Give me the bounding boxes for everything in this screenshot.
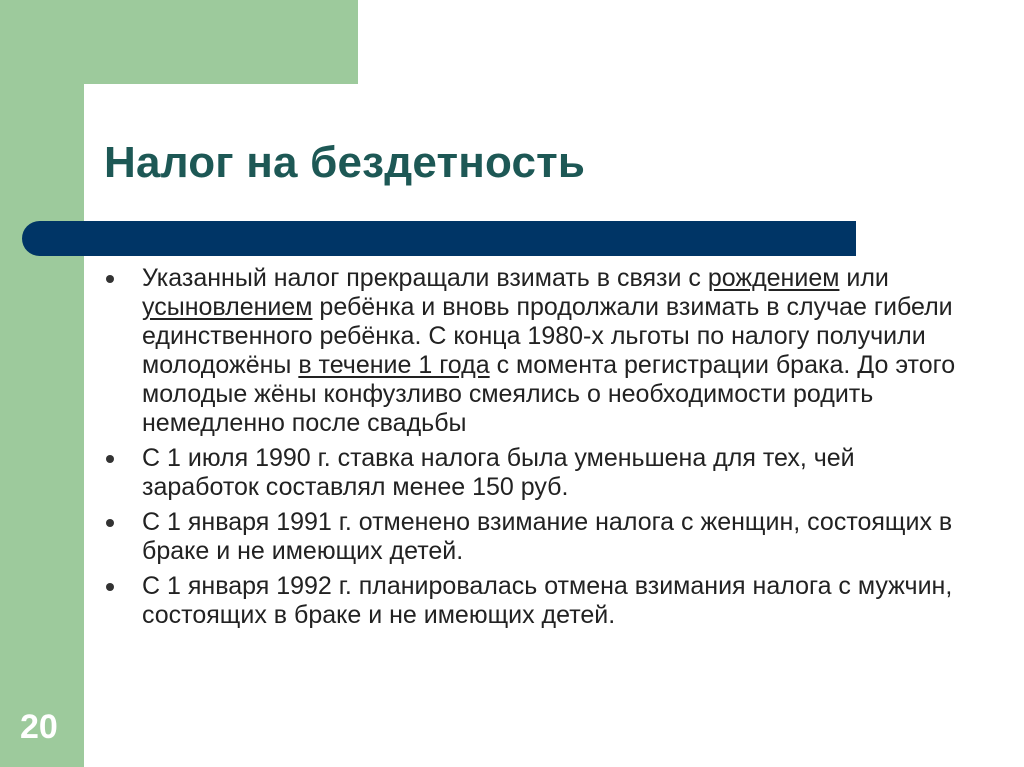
bullet-text: Указанный налог прекращали взимать в связи с xyxy=(142,264,708,292)
green-side-band xyxy=(0,0,84,767)
bullet-item xyxy=(100,264,960,438)
bullet-list xyxy=(100,264,960,636)
bullet-dot-icon xyxy=(106,583,114,591)
link-birth[interactable]: рождением xyxy=(707,264,840,292)
page-number: 20 xyxy=(20,708,58,746)
bullet-text: ребёнка и вновь продолжали взимать в случае гибели единственного ребёнка. С конца 1980-х льготы по налогу получили молодожёны xyxy=(142,293,953,379)
bullet-dot-icon xyxy=(106,455,114,463)
bullet-dot-icon xyxy=(106,519,114,527)
bullet-dot-icon xyxy=(106,275,114,283)
bullet-item xyxy=(100,572,960,630)
bullet-text: С 1 января 1991 г. отменено взимание налога с женщин, состоящих в браке и не имеющих детей. xyxy=(142,508,953,565)
bullet-text: с момента регистрации брака. До этого молодые жёны конфузливо смеялись о необходимости родить немедленно после свадьбы xyxy=(142,351,956,437)
slide-title: Налог на бездетность xyxy=(104,138,586,187)
green-top-band xyxy=(0,0,358,84)
title-underline-bar xyxy=(22,221,856,256)
link-adoption[interactable]: усыновлением xyxy=(142,293,313,321)
bullet-text: или xyxy=(839,264,889,292)
link-within-year[interactable]: в течение 1 года xyxy=(298,351,490,379)
bullet-text: С 1 января 1992 г. планировалась отмена взимания налога с мужчин, состоящих в браке и не имеющих детей. xyxy=(142,572,953,629)
bullet-item xyxy=(100,508,960,566)
bullet-item xyxy=(100,444,960,502)
bullet-text: С 1 июля 1990 г. ставка налога была уменьшена для тех, чей заработок составлял менее 150 руб. xyxy=(142,444,855,501)
